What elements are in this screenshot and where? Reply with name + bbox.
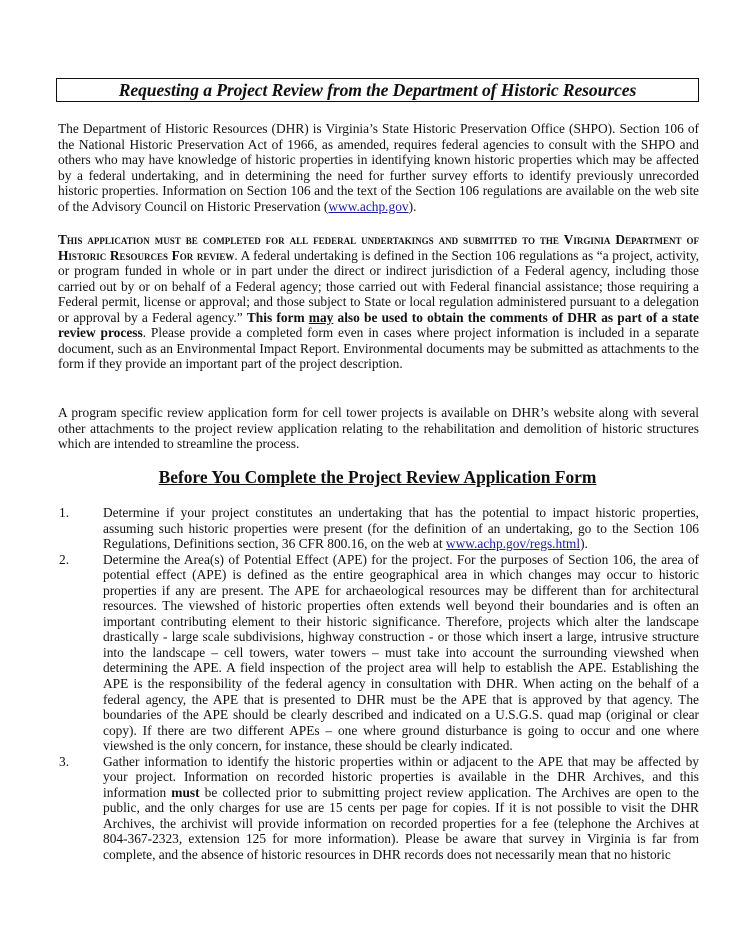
state-review-note-b: also be used to obtain the comments of DHR as part of a state review process [58,309,699,341]
may-emphasis: may [308,309,334,325]
must-emphasis: must [171,784,200,800]
achp-regs-link[interactable]: www.achp.gov/regs.html [445,536,581,552]
intro-paragraph [58,121,699,214]
intro-text-end: ). [408,198,417,214]
document-title [56,78,699,102]
state-review-note-a: This form [246,309,309,325]
step-item [58,754,699,863]
step-text: Determine if your project constitutes an undertaking that has the potential to impact historic properties, assuming such historic properties were present (for the definition of an undertaking, go to the Section 106 Regulations, Definitions section, 36 CFR 800.16, on the web at [103,505,699,552]
undertaking-definition: . A federal undertaking is defined in the Section 106 regulations as “a project, activity, or program funded in whole or in part under the direct or indirect jurisdiction of a Federal agency, including those carried out by or on behalf of a Federal agency; those carried out with Federal financial assistance; those requiring a Federal permit, license or approval; and those subject to State or local regulation administered pursuant to a delegation or approval by a Federal agency.” [58,247,700,325]
completed-form-note: . Please provide a completed form even in cases where project information is included in a separate document, such as an Environmental Impact Report. Environmental documents may be submitted as attachments to the form if they provide an important part of the project description. [58,325,699,372]
step-number: 3. [59,753,70,769]
step-text-end: ). [580,536,588,552]
step-number: 1. [59,505,70,520]
step-item [58,505,699,552]
intro-text: The Department of Historic Resources (DHR) is Virginia’s State Historic Preservation Office (SHPO). Section 106 of the National Historic Preservation Act of 1966, as amended, requires federal agencies to consult with the SHPO and others who may have knowledge of historic properties in identifying known historic properties which may be affected by a federal undertaking, and in determining the need for further survey efforts to identify previously unrecorded historic properties. Information on Section 106 and the text of the Section 106 regulations are available on the web site of the Advisory Council on Historic Preservation ( [58,121,699,214]
step-text: Determine the Area(s) of Potential Effect (APE) for the project. For the purposes of Section 106, the area of potential effect (APE) is defined as the entire geographical area in which changes may occur to historic properties if any are present. The APE for archaeological resources may be different than for architectural resources. The viewshed of historic properties often extends well beyond their boundaries and is often an important contributing element to their historic significance. Therefore, projects which alter the landscape drastically - large scale subdivisions, highway construction - or those which insert a large, intrusive structure into the landscape – cell towers, water towers – must take into account the surrounding viewshed when determining the APE. A field inspection of the project area will help to establish the APE. Establishing the APE is the responsibility of the federal agency in consultation with DHR. When acting on the behalf of a federal agency, the APE that is presented to DHR must be the APE that is approved by that agency. The boundaries of the APE should be clearly described and indicated on a U.S.G.S. quad map (original or clear copy). If there are two different APEs – one where ground disturbance is going to occur and one where viewshed is the only concern, for instance, these should be clearly indicated. [103,551,699,754]
step-text: Gather information to identify the historic properties within or adjacent to the APE that may be affected by your project. Information on recorded historic properties is available in the DHR Archives, and this information [103,753,699,800]
section-heading: Before You Complete the Project Review Application Form [158,467,597,487]
achp-website-link[interactable]: www.achp.gov [328,198,409,214]
step-item [58,552,699,754]
step-text-end: be collected prior to submitting project review application. The Archives are open to the public, and the only charges for use are 15 cents per page for copies. If it is not possible to visit the DHR Archives, the archivist will provide information on recorded properties for a fee (telephone the Archives at 804-367-2323, extension 125 for more information). Please be aware that survey in Virginia is far from complete, and the absence of historic resources in DHR records does not necessarily mean that no historic [103,784,699,863]
step-number: 2. [59,551,70,567]
program-note-paragraph: A program specific review application form for cell tower projects is available on DHR’s website along with several other attachments to the project review application relating to the rehabilitation and demolition of historic structures which are intended to streamline the process. [58,405,699,452]
requirement-notice: This application must be completed for all federal undertakings and submitted to the Virginia Department of Historic Resources For review [58,232,699,263]
requirement-paragraph [58,232,699,372]
steps-list [58,505,699,863]
document-title-text: Requesting a Project Review from the Department of Historic Resources [118,79,637,100]
